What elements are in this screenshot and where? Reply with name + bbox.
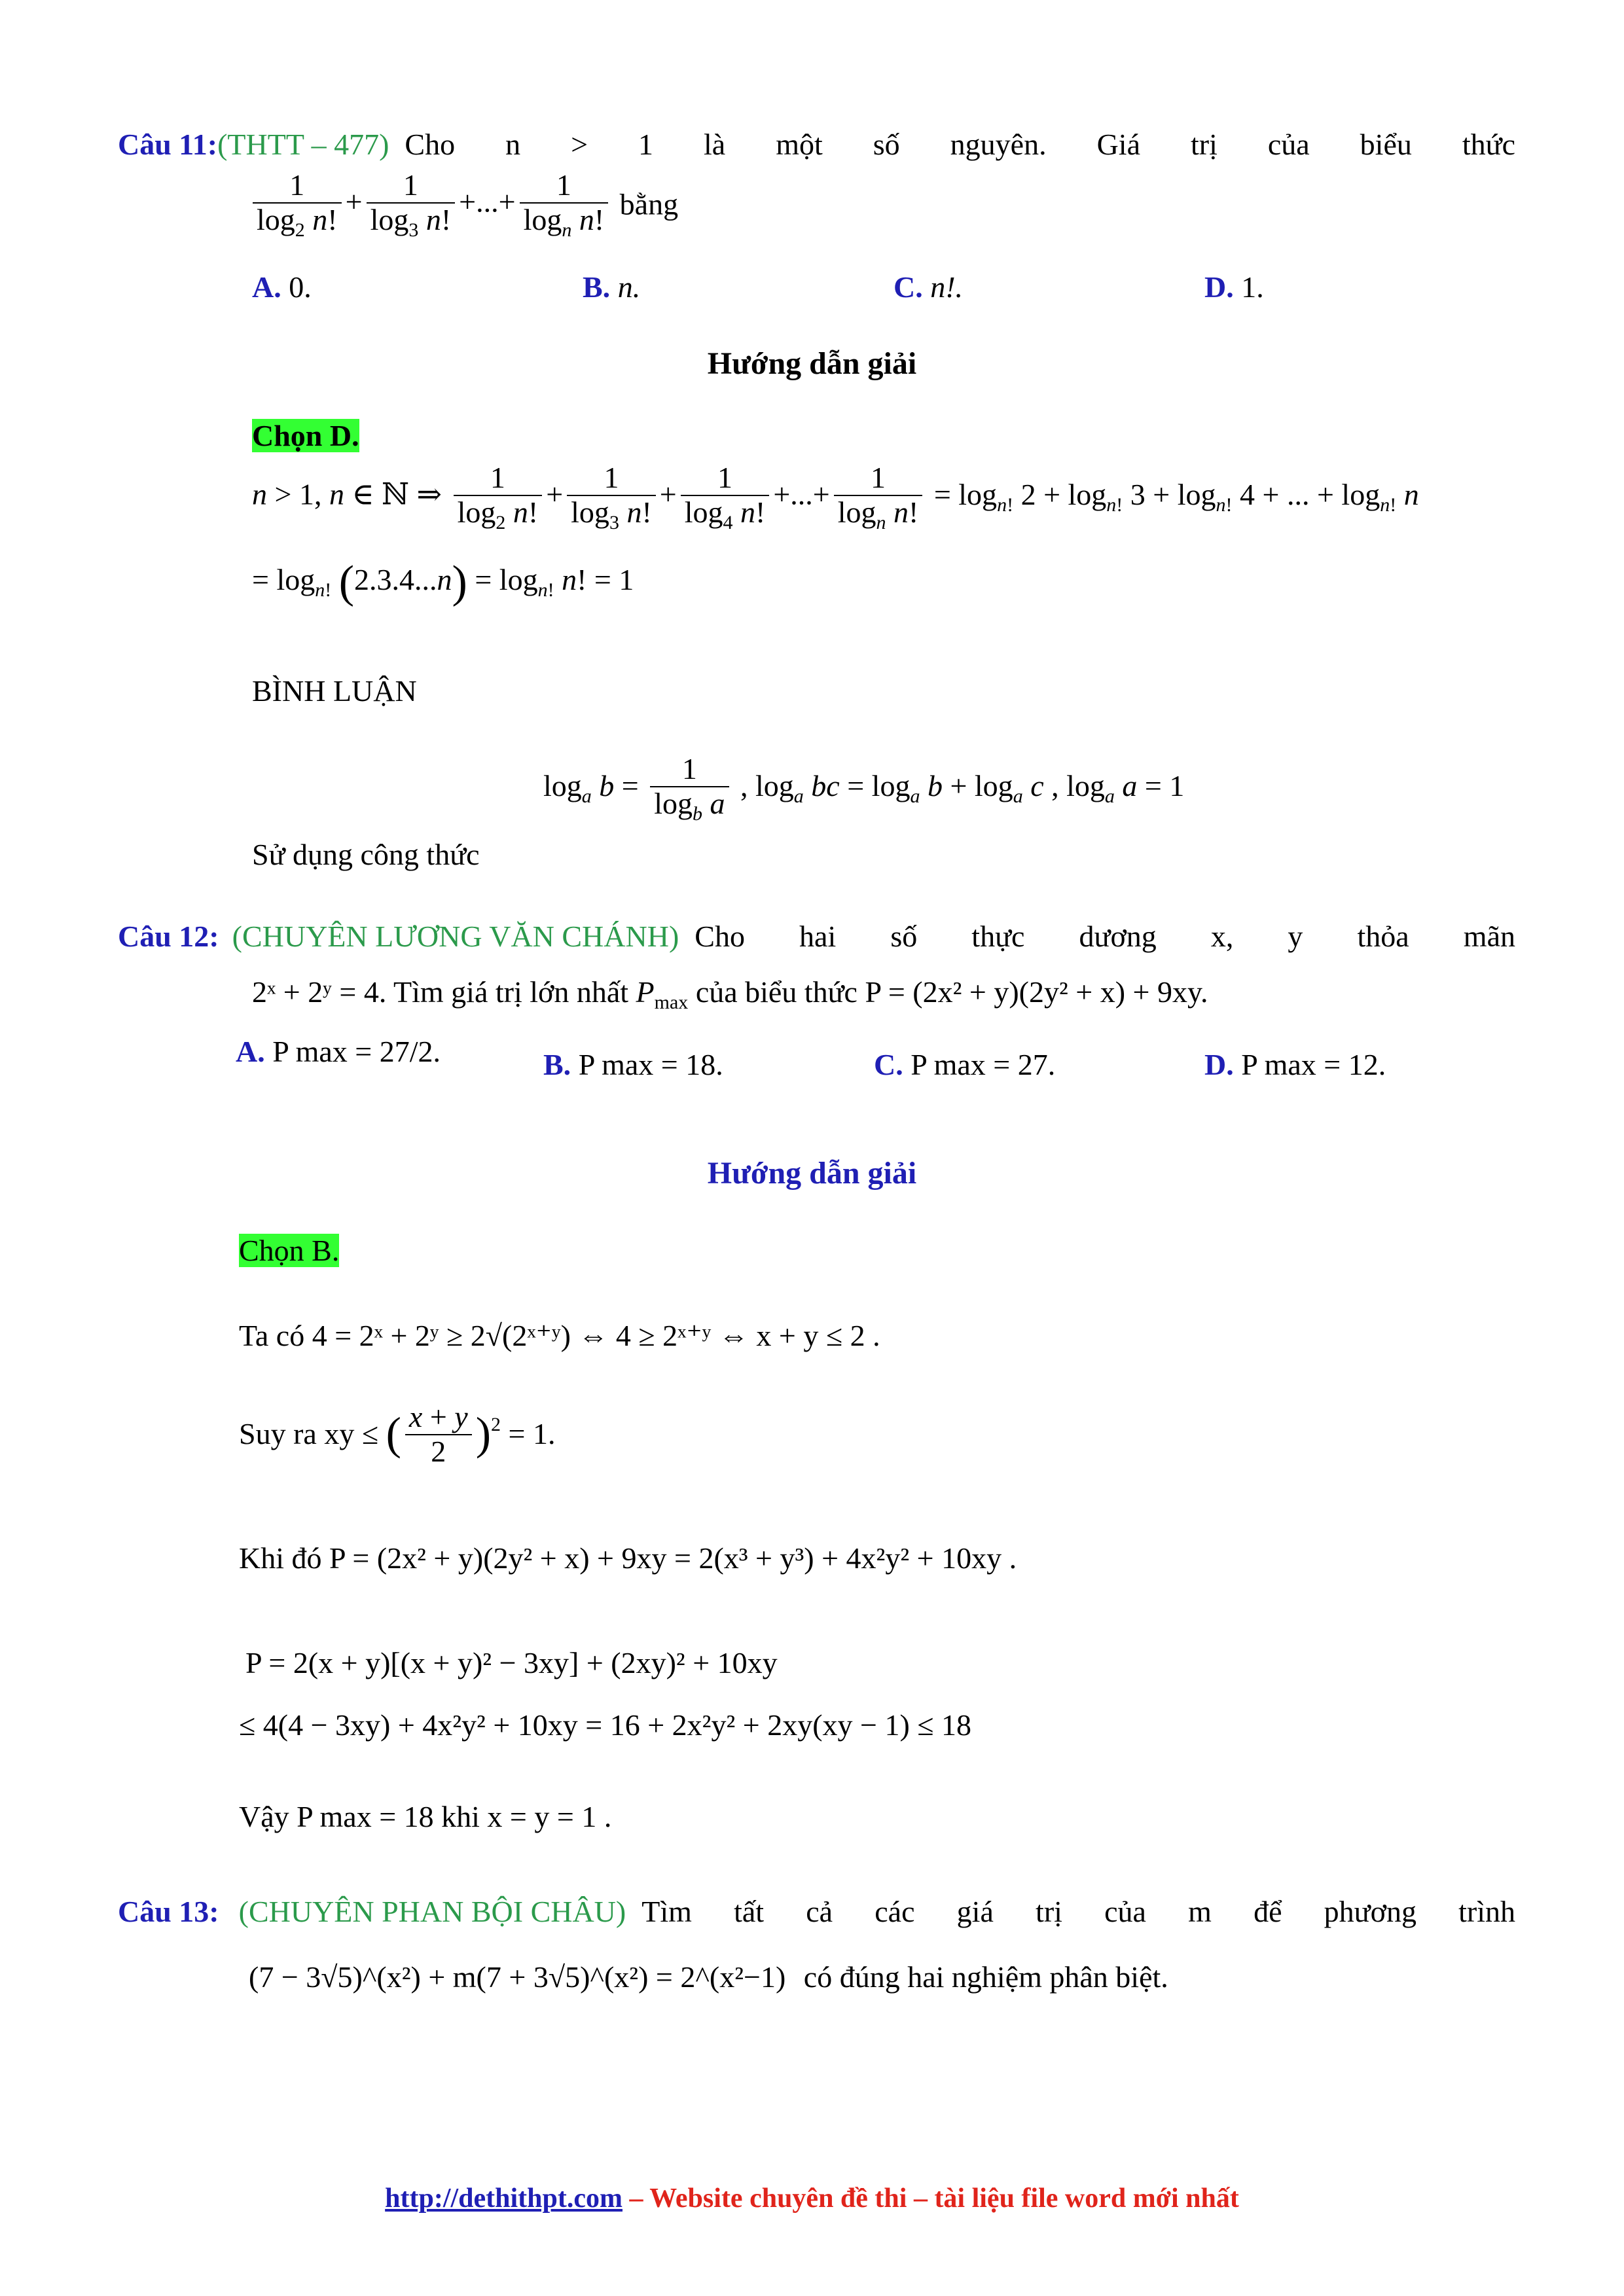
q12-solution-heading: Hướng dẫn giải [707,1156,917,1191]
q11-choice: Chọn D. [252,419,359,452]
q13-equation-line [249,1960,1168,1995]
q11-option-a: A. 0. [252,270,312,304]
q11-frac-n: $\frac{1}{\log_n n!}$ [520,169,609,241]
q11-text: Cho n > 1 là một số nguyên. Giá trị của biểu thức [405,128,1515,161]
q11-expression: $\frac{1}{\log_2 n!}$ + $\frac{1}{\log_3 n!}$ +...+ $\frac{1}{\log_n n!}$ bằng [249,169,678,241]
q11-label: Câu 11: [118,128,218,161]
q11-option-d: D. 1. [1204,270,1264,304]
q12-option-b: B. P max = 18. [543,1048,723,1081]
q12-text2: 2ˣ + 2ʸ = 4. Tìm giá trị lớn nhất $P_{max}$ của biểu thức P = (2x² + y)(2y² + x) + 9xy. [252,975,1208,1014]
q12-line1: Ta có 4 = 2ˣ + 2ʸ ≥ 2√(2ˣ⁺ʸ) ⇔ 4 ≥ 2ˣ⁺ʸ ⇔ x + y ≤ 2 . [239,1319,880,1352]
q11-header [118,128,1515,162]
q12-label: Câu 12: [118,920,219,953]
q11-expr-end: bằng [619,187,679,221]
q11-comment-title: BÌNH LUẬN [252,674,417,708]
q12-choice: Chọn B. [239,1234,340,1267]
q12-line2: Suy ra xy ≤ ( $\frac{x + y}{2}$ )$^2$ = 1. [239,1400,556,1468]
q13-source: (CHUYÊN PHAN BỘI CHÂU) [238,1895,626,1928]
q12-line5: ≤ 4(4 − 3xy) + 4x²y² + 10xy = 16 + 2x²y² + 2xy(xy − 1) ≤ 18 [239,1708,972,1742]
q12-source: (CHUYÊN LƯƠNG VĂN CHÁNH) [232,920,679,953]
q13-label: Câu 13: [118,1895,219,1928]
q11-step2: = $\log_{n!} (2.3.4...n) = \log_{n!} n$! = 1 [252,557,634,607]
q13-header [118,1895,1515,1929]
q12-line4: P = 2(x + y)[(x + y)² − 3xy] + (2xy)² + 10xy [245,1646,778,1679]
q12-option-c: C. P max = 27. [874,1048,1056,1081]
q12-header [118,920,1515,954]
q13-equation: (7 − 3√5)^(x²) + m(7 + 3√5)^(x²) = 2^(x²−1) [249,1960,786,1994]
footer-link[interactable]: http://dethithpt.com [385,2183,623,2214]
q11-source: (THTT – 477) [217,128,389,161]
q12-text1: Cho hai số thực dương x, y thỏa mãn [695,920,1515,953]
q11-frac-2: $\frac{1}{\log_3 n!}$ [367,169,456,241]
q12-line3: Khi đó P = (2x² + y)(2y² + x) + 9xy = 2(x³ + y³) + 4x²y² + 10xy . [239,1541,1017,1575]
q13-text1: Tìm tất cả các giá trị của m để phương trình [641,1895,1515,1928]
q11-option-c: C. n!. [893,270,964,304]
q11-formula: $\log_a b$ = $\frac{1}{\log_b a}$ , $\log_a$ bc = $\log_a b + \log_a c$ , $\log_a a = 1$ [543,752,1185,825]
q12-line6: Vậy P max = 18 khi x = y = 1 . [239,1800,612,1833]
q12-option-a: A. P max = 27/2. [236,1035,441,1068]
q12-option-d: D. P max = 12. [1204,1048,1386,1081]
footer-text: – Website chuyên đề thi – tài liệu file word mới nhất [623,2183,1239,2214]
q11-solution-heading: Hướng dẫn giải [707,346,917,381]
q11-frac-1: $\frac{1}{\log_2 n!}$ [253,169,342,241]
q11-step1: n > 1, n ∈ ℕ ⇒ $\frac{1}{\log_2 n!}$ + $\frac{1}{\log_3 n!}$ + $\frac{1}{\log_4 n!}$ +...+ $\frac{1}{\log_n n!}$ = $\log_{n!} 2 + \log_{n!} 3 + \log_{n!} 4$ + ... + $\log_{n!} n$ [252,461,1419,533]
q11-option-b: B. n. [583,270,641,304]
page-footer [0,2183,1624,2214]
q11-formula-caption: Sử dụng công thức [252,838,480,871]
q13-text2: có đúng hai nghiệm phân biệt. [803,1960,1168,1994]
